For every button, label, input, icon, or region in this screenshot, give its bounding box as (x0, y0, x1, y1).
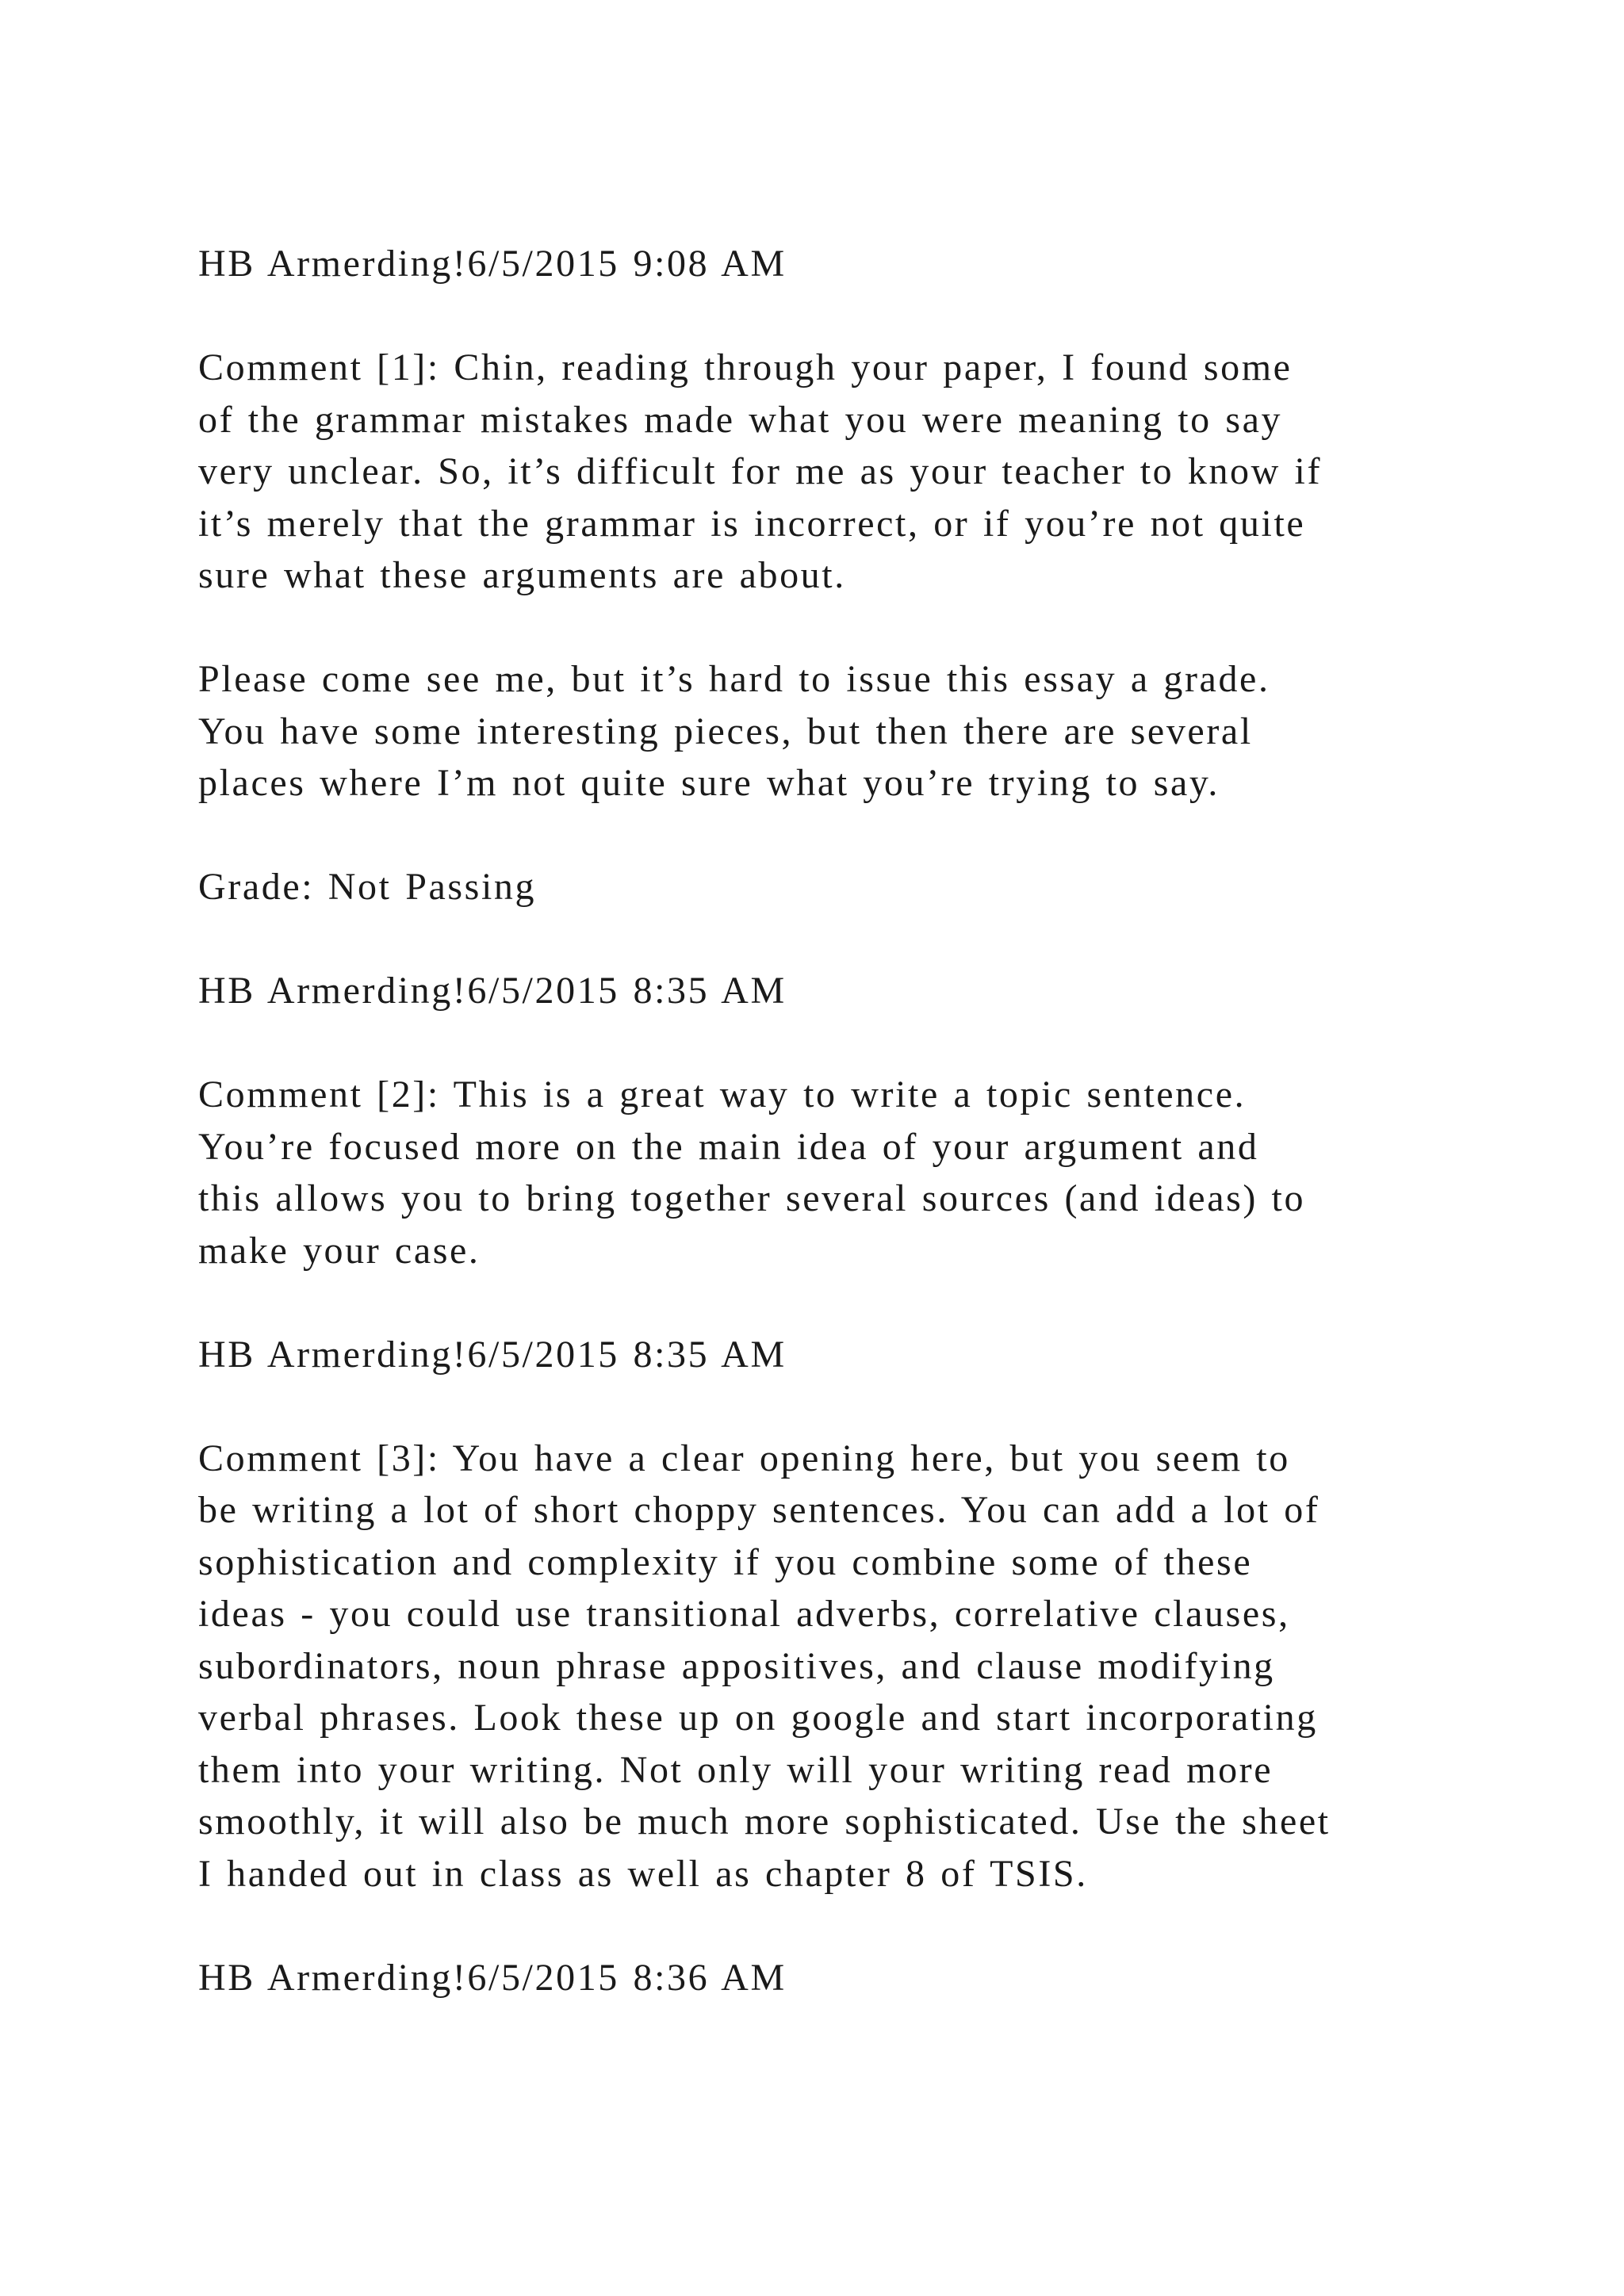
comment-1-header: HB Armerding!6/5/2015 9:08 AM (198, 243, 787, 285)
comment-2-text: Comment [2]: This is a great way to write a topic sentence. You’re focused more on the main idea of your argument and this allows you to bring together several sources (and ideas) to make your case. (198, 1073, 1306, 1272)
comment-2-header: HB Armerding!6/5/2015 8:35 AM (198, 970, 787, 1012)
document-body (198, 238, 1467, 2003)
grade-line: Grade: Not Passing (198, 866, 537, 908)
comment-4-header: HB Armerding!6/5/2015 8:36 AM (198, 1956, 787, 1999)
comment-3-text: Comment [3]: You have a clear opening here, but you seem to be writing a lot of short choppy sentences. You can add a lot of sophistication and complexity if you combine some of these ideas - you could use transitional adverbs, correlative clauses, subordinators, noun phrase appositives, and clause modifying verbal phrases. Look these up on google and start incorporating them into your writing. Not only will your writing read more smoothly, it will also be much more sophisticated. Use the sheet I handed out in class as well as chapter 8 of TSIS. (198, 1437, 1331, 1895)
comment-1-followup: Please come see me, but it’s hard to issue this essay a grade. You have some interesting pieces, but then there are several places where I’m not quite sure what you’re trying to say. (198, 658, 1270, 804)
comment-1-text: Comment [1]: Chin, reading through your paper, I found some of the grammar mistakes made what you were meaning to say very unclear. So, it’s difficult for me as your teacher to know if it’s merely that the grammar is incorrect, or if you’re not quite sure what these arguments are about. (198, 346, 1323, 596)
comment-3-header: HB Armerding!6/5/2015 8:35 AM (198, 1333, 787, 1376)
